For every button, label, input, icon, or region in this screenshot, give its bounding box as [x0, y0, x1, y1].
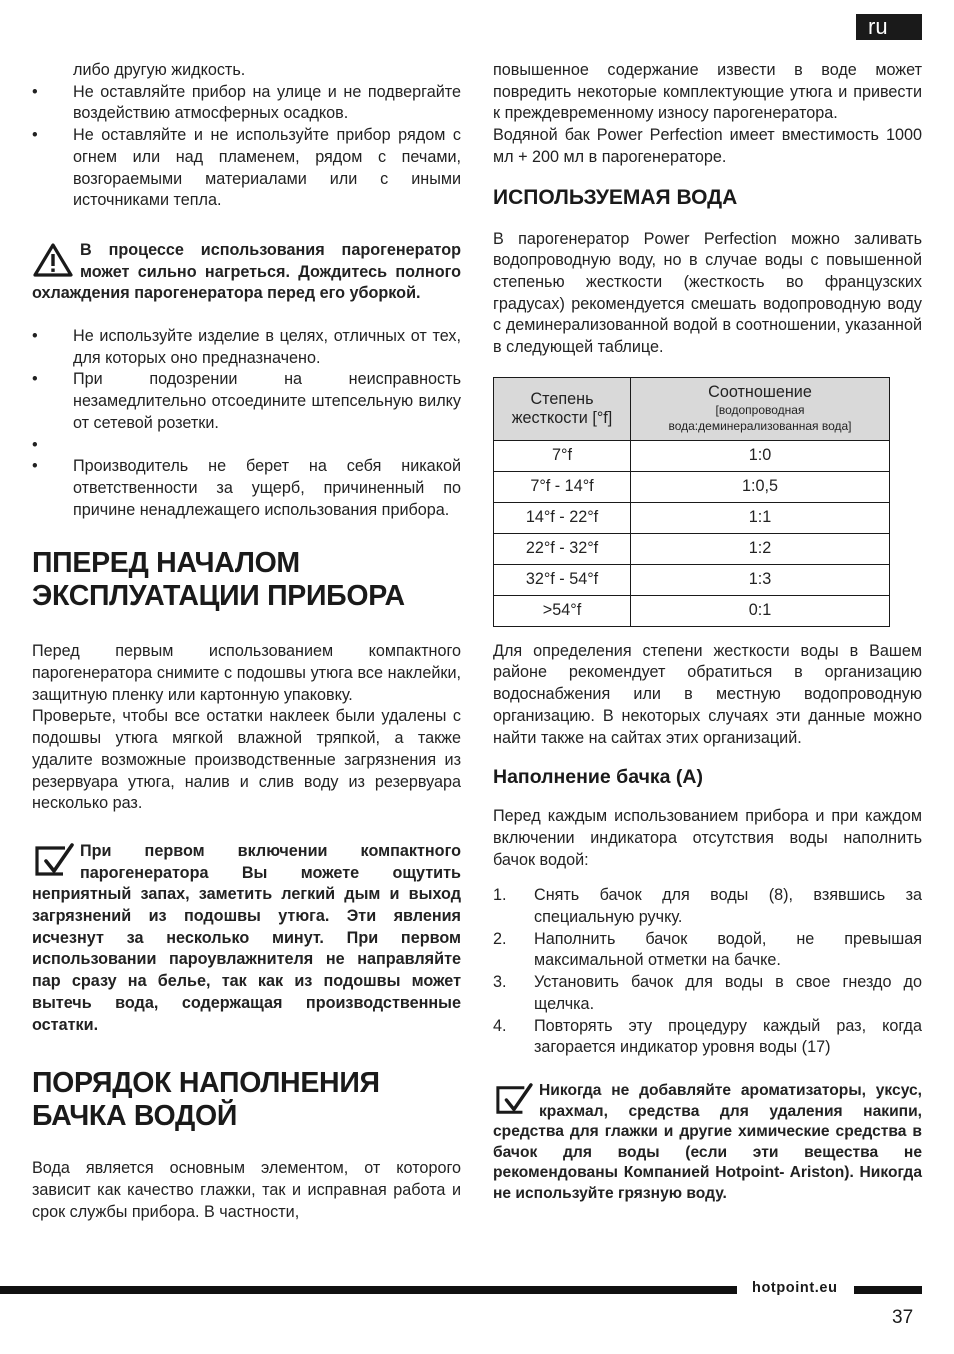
list-item-text: Производитель не берет на себя никакой ответственности за ущерб, причиненный по причине ненадлежащего использования прибора.	[73, 457, 461, 519]
footer-bar-right	[854, 1286, 922, 1294]
table-row	[494, 533, 890, 564]
footer-bar-left	[0, 1286, 737, 1294]
list-item	[493, 1016, 922, 1059]
hardness-cell: 14°f - 22°f	[494, 502, 631, 533]
hardness-cell: >54°f	[494, 595, 631, 626]
step-number: 2.	[493, 929, 507, 948]
continued-text: либо другую жидкость.	[73, 61, 246, 79]
header-text: Степень	[530, 389, 594, 408]
table-row	[494, 502, 890, 533]
step-text: Снять бачок для воды (8), взявшись за специальную ручку.	[534, 886, 922, 927]
step-text: Повторять эту процедуру каждый раз, когда загорается индикатор уровня воды (17)	[534, 1016, 922, 1057]
list-item-text: При подозрении на неисправность незамедлительно отсоедините штепсельную вилку от сетевой розетки.	[73, 370, 461, 432]
warning-text: В процессе использования парогенератор может сильно нагреться. Дождитесь полного охлаждения парогенератора перед его уборкой.	[32, 240, 461, 303]
header-subtext: вода:деминерализованная вода]	[668, 419, 852, 434]
list-item	[32, 369, 461, 434]
list-item	[32, 456, 461, 521]
table-row	[494, 440, 890, 471]
continued-paragraph: повышенное содержание извести в воде может повредить некоторые комплектующие утюга и привести к преждевременному износу парогенератора.	[493, 61, 922, 123]
list-item-text: Не оставляйте прибор на улице и не подвергайте воздействию атмосферных осадков.	[73, 82, 461, 123]
fill-tank-title: Наполнение бачка (A)	[493, 766, 703, 789]
bullet-mark: •	[32, 126, 38, 145]
step-text: Наполнить бачок водой, не превышая максимальной отметки на бачке.	[534, 929, 922, 970]
ratio-cell: 0:1	[631, 595, 890, 626]
bullet-mark: •	[32, 327, 38, 346]
ratio-cell: 1:1	[631, 502, 890, 533]
hardness-cell: 22°f - 32°f	[494, 533, 631, 564]
header-text: жесткости [°f]	[511, 408, 613, 427]
step-number: 4.	[493, 1016, 507, 1035]
section-title-line: ЭКСПЛУАТАЦИИ ПРИБОРА	[32, 580, 405, 613]
safety-list-2	[32, 326, 461, 521]
list-item	[493, 972, 922, 1015]
site-url: hotpoint.eu	[752, 1280, 838, 1296]
after-table-paragraph: Для определения степени жесткости воды в Вашем районе рекомендует обратиться в организацию водоснабжения или в местную водопроводную организацию. В некоторых случаях эти данные можно найти также на сайтах этих организаций.	[493, 641, 922, 747]
note-text: При первом включении компактного парогенератора Вы можете ощутить неприятный запах, заметить легкий дым и выход загрязнений из подошвы утюга. Эти явления исчезнут за несколько минут. При первом использовании пароувлажнителя не направляйте пар сразу на белье, так как из подошвы может вытечь вода, содержащая производственные остатки.	[32, 841, 461, 1034]
checkbox-note-icon	[493, 1083, 533, 1117]
step-number: 3.	[493, 973, 507, 992]
list-item	[493, 929, 922, 972]
section-title-line: ПОРЯДОК НАПОЛНЕНИЯ	[32, 1067, 380, 1100]
fill-steps-list	[493, 885, 922, 1059]
section-title-line: ППЕРЕД НАЧАЛОМ	[32, 547, 300, 580]
section-title-filling	[32, 1067, 461, 1133]
table-header-ratio	[631, 377, 890, 440]
note-text: Никогда не добавляйте ароматизаторы, уксус, крахмал, средства для удаления накипи, средства для глажки и другие химические средства в бачок для воды (если эти вещества не рекомендованы Компанией Hotpoint- Ariston). Никогда не используйте грязную воду.	[493, 1081, 922, 1202]
table-row	[494, 595, 890, 626]
fill-tank-paragraph: Перед каждым использованием прибора и при каждом включении индикатора отсутствия воды наполнить бачок водой:	[493, 807, 922, 869]
section-title-line: БАЧКА ВОДОЙ	[32, 1100, 238, 1133]
before-use-paragraph-2: Проверьте, чтобы все остатки наклеек были удалены с подошвы утюга мягкой влажной тряпкой, а также удалите возможные производственные загрязнения из резервуара утюга, налив и слив воду из резервуара несколько раз.	[32, 707, 461, 813]
water-section-title: ИСПОЛЬЗУЕМАЯ ВОДА	[493, 185, 738, 209]
table-header-hardness	[494, 377, 631, 440]
left-column	[32, 60, 461, 1223]
bullet-mark: •	[32, 82, 38, 101]
hardness-cell: 7°f	[494, 440, 631, 471]
additives-note	[493, 1081, 922, 1205]
language-badge: ru	[856, 14, 922, 40]
section-title-before-use	[32, 547, 461, 613]
water-paragraph: В парогенератор Power Perfection можно заливать водопроводную воду, но в случае воды с повышенной степенью жесткости (жесткость во французских градусах) рекомендуется смешать водопроводную воду с деминерализованной водой в соотношении, указанной в следующей таблице.	[493, 229, 922, 357]
bullet-mark: •	[32, 435, 38, 454]
first-use-note	[32, 841, 461, 1036]
table-row	[494, 564, 890, 595]
list-item	[32, 82, 461, 125]
list-item-text: Не оставляйте и не используйте прибор рядом с огнем или над пламенем, рядом с печами, возгораемыми материалами или с иными источниками тепла.	[73, 126, 461, 210]
step-text: Установить бачок для воды в свое гнездо до щелчка.	[534, 973, 922, 1013]
list-item	[32, 435, 461, 457]
header-subtext: [водопроводная	[715, 403, 805, 418]
list-item-text: Не используйте изделие в целях, отличных от тех, для которых оно предназначено.	[73, 327, 461, 367]
filling-paragraph: Вода является основным элементом, от которого зависит как качество глажки, так и исправная работа и срок службы прибора. В частности,	[32, 1159, 461, 1221]
list-item	[493, 885, 922, 928]
right-column	[493, 60, 922, 1205]
before-use-paragraph-1: Перед первым использованием компактного парогенератора снимите с подошвы утюга все наклейки, защитную пленку или картонную упаковку.	[32, 642, 461, 704]
ratio-cell: 1:0	[631, 440, 890, 471]
hardness-cell: 7°f - 14°f	[494, 471, 631, 502]
step-number: 1.	[493, 886, 507, 905]
page-number: 37	[892, 1307, 914, 1328]
bullet-mark: •	[32, 370, 38, 389]
safety-list-1	[32, 82, 461, 212]
ratio-cell: 1:3	[631, 564, 890, 595]
hot-warning	[32, 240, 461, 305]
list-item	[32, 326, 461, 369]
list-item	[32, 125, 461, 212]
checkbox-note-icon	[32, 843, 74, 879]
warning-triangle-icon	[32, 242, 74, 278]
tank-capacity-paragraph: Водяной бак Power Perfection имеет вместимость 1000 мл + 200 мл в парогенераторе.	[493, 126, 922, 166]
hardness-table	[493, 377, 890, 627]
header-text: Соотношение	[708, 383, 812, 402]
hardness-cell: 32°f - 54°f	[494, 564, 631, 595]
ratio-cell: 1:0,5	[631, 471, 890, 502]
table-row	[494, 471, 890, 502]
ratio-cell: 1:2	[631, 533, 890, 564]
bullet-mark: •	[32, 457, 38, 476]
table-header-row	[494, 377, 890, 440]
